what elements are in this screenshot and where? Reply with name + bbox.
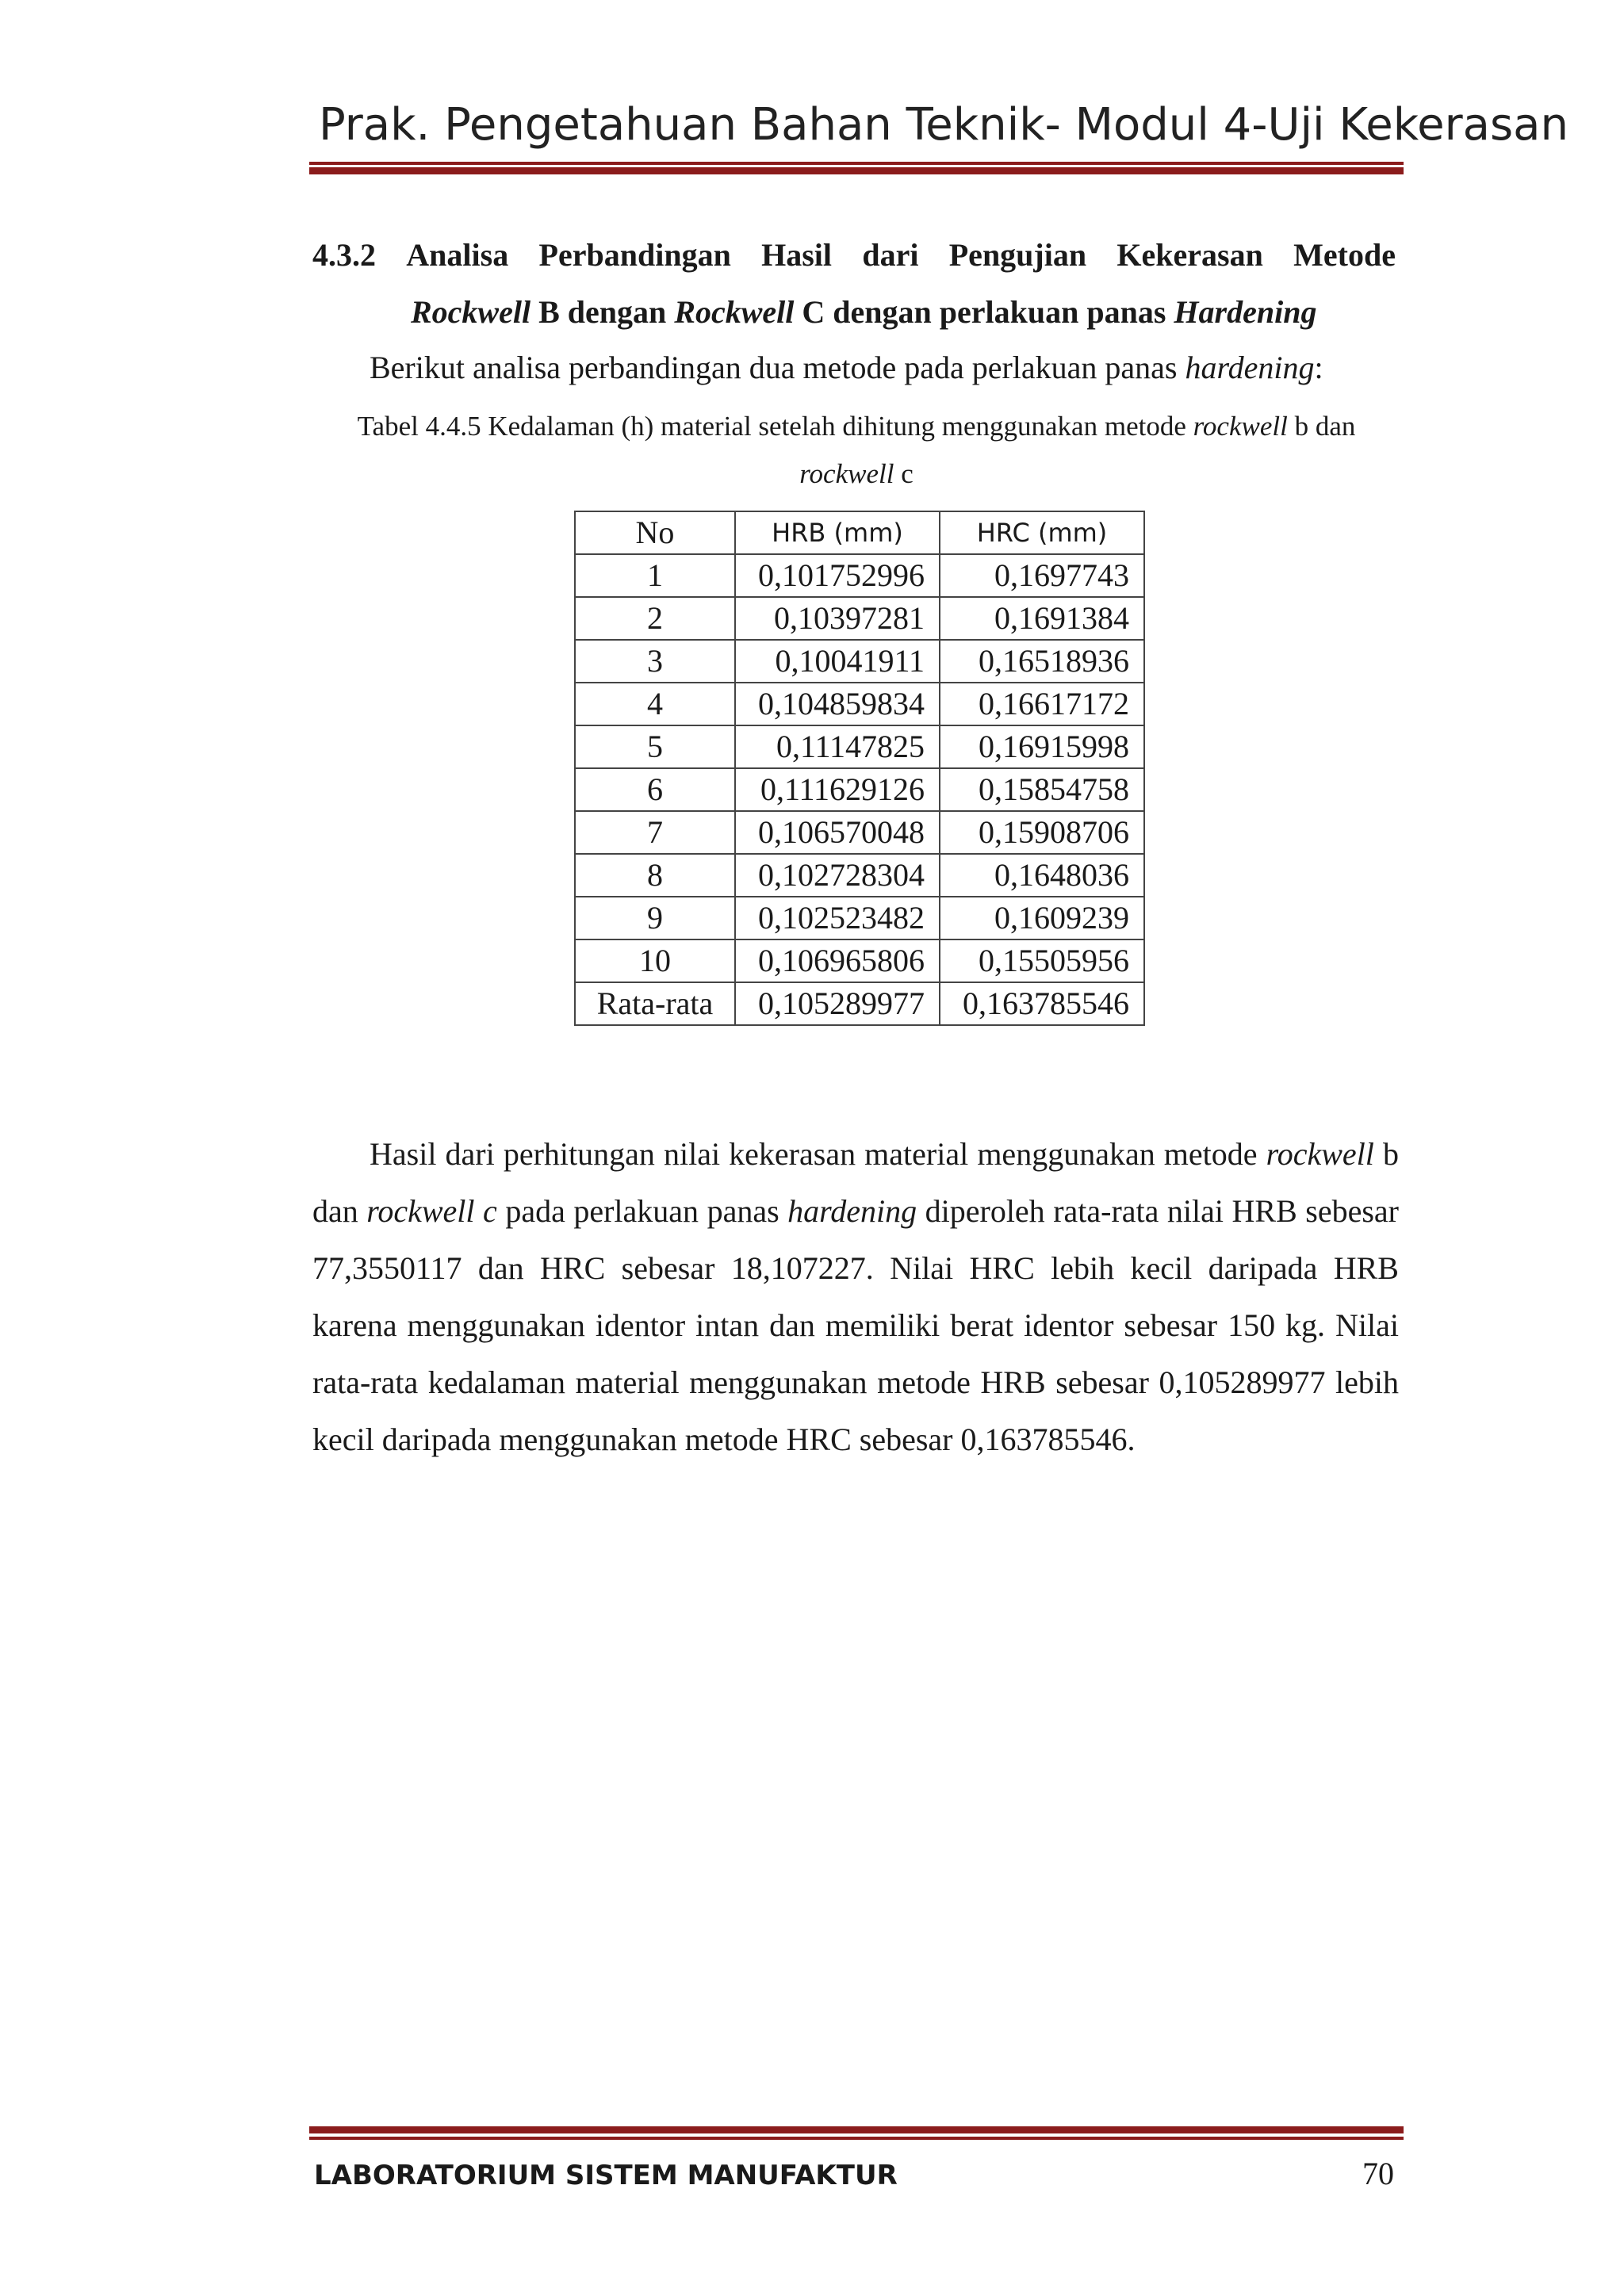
caption-text: b dan (1287, 411, 1356, 442)
intro-italic: hardening (1185, 350, 1315, 385)
cell-hrc: 0,16518936 (940, 640, 1144, 683)
table-caption-line2 (309, 450, 1404, 498)
section-heading-line2 (312, 284, 1396, 341)
cell-hrb: 0,10041911 (735, 640, 940, 683)
intro-text: Berikut analisa perbandingan dua metode pada perlakuan panas (370, 350, 1185, 385)
cell-hrb: 0,101752996 (735, 554, 940, 597)
section-heading-line1 (312, 227, 1396, 284)
cell-no: 5 (575, 725, 735, 768)
page-number: 70 (1362, 2156, 1394, 2191)
heading-word: Perbandingan (538, 237, 731, 273)
heading-word: Analisa (406, 237, 509, 273)
cell-no: Rata-rata (575, 982, 735, 1025)
footer-rule-thin (309, 2137, 1404, 2140)
table-row (575, 597, 1144, 640)
cell-hrc: 0,15908706 (940, 811, 1144, 854)
cell-hrc: 0,1648036 (940, 854, 1144, 897)
caption-italic: rockwell (1193, 411, 1288, 442)
intro-suffix: : (1314, 350, 1323, 385)
heading-italic-rockwell: Rockwell (674, 294, 795, 330)
cell-no: 1 (575, 554, 735, 597)
header-rule-thin (309, 162, 1404, 165)
paragraph-text: b dan (312, 1136, 1399, 1229)
cell-no: 9 (575, 897, 735, 939)
page-header-title: Prak. Pengetahuan Bahan Teknik- Modul 4-Uji Kekerasan (319, 99, 1568, 151)
heading-word: dari (862, 237, 919, 273)
cell-hrc: 0,16915998 (940, 725, 1144, 768)
column-header-no: No (575, 511, 735, 554)
cell-hrb: 0,102523482 (735, 897, 940, 939)
cell-hrb: 0,10397281 (735, 597, 940, 640)
paragraph-text: Hasil dari perhitungan nilai kekerasan material menggunakan metode (370, 1136, 1266, 1172)
header-rule-thick (309, 167, 1404, 174)
cell-hrb: 0,11147825 (735, 725, 940, 768)
table-row (575, 768, 1144, 811)
cell-hrc: 0,1609239 (940, 897, 1144, 939)
cell-hrb: 0,105289977 (735, 982, 940, 1025)
heading-word: Pengujian (948, 237, 1087, 273)
table-row (575, 897, 1144, 939)
cell-hrc: 0,15854758 (940, 768, 1144, 811)
cell-hrb: 0,106570048 (735, 811, 940, 854)
caption-italic: rockwell (799, 458, 894, 489)
cell-hrb: 0,102728304 (735, 854, 940, 897)
section-number: 4.3.2 (312, 237, 376, 273)
cell-hrb: 0,106965806 (735, 939, 940, 982)
cell-no: 4 (575, 683, 735, 725)
footer-rule-thick (309, 2126, 1404, 2133)
table-row (575, 939, 1144, 982)
heading-italic-hardening: Hardening (1174, 294, 1317, 330)
paragraph-italic: rockwell c (366, 1193, 497, 1229)
cell-no: 10 (575, 939, 735, 982)
analysis-paragraph (312, 1126, 1399, 1468)
cell-hrc: 0,163785546 (940, 982, 1144, 1025)
table-caption (309, 403, 1404, 498)
cell-no: 6 (575, 768, 735, 811)
heading-word: Kekerasan (1116, 237, 1263, 273)
paragraph-text: pada perlakuan panas (496, 1193, 788, 1229)
heading-italic-rockwell: Rockwell (411, 294, 531, 330)
cell-hrb: 0,104859834 (735, 683, 940, 725)
paragraph-text: diperoleh rata-rata nilai HRB sebesar 77,3550117 dan HRC sebesar 18,107227. Nilai HRC lebih kecil daripada HRB karena menggunakan identor intan dan memiliki berat identor sebesar 150 kg. Nilai rata-rata kedalaman material menggunakan metode HRB sebesar 0,105289977 lebih kecil daripada menggunakan metode HRC sebesar 0,163785546. (312, 1193, 1399, 1457)
cell-hrc: 0,1691384 (940, 597, 1144, 640)
cell-no: 2 (575, 597, 735, 640)
table-row (575, 811, 1144, 854)
footer-lab-name: LABORATORIUM SISTEM MANUFAKTUR (314, 2160, 898, 2191)
cell-hrc: 0,16617172 (940, 683, 1144, 725)
heading-text: C dengan perlakuan panas (794, 294, 1174, 330)
column-header-hrc: HRC (mm) (940, 511, 1144, 554)
intro-sentence (370, 344, 1400, 392)
table-row-average (575, 982, 1144, 1025)
depth-table (574, 511, 1145, 1026)
paragraph-italic: hardening (787, 1193, 917, 1229)
cell-hrc: 0,1697743 (940, 554, 1144, 597)
column-header-hrb: HRB (mm) (735, 511, 940, 554)
cell-no: 7 (575, 811, 735, 854)
cell-hrc: 0,15505956 (940, 939, 1144, 982)
table-header-row (575, 511, 1144, 554)
cell-no: 8 (575, 854, 735, 897)
paragraph-italic: rockwell (1266, 1136, 1374, 1172)
table-row (575, 683, 1144, 725)
heading-text: B dengan (530, 294, 675, 330)
table-row (575, 725, 1144, 768)
heading-word: Hasil (761, 237, 833, 273)
table-caption-line1 (309, 403, 1404, 450)
table-row (575, 640, 1144, 683)
cell-no: 3 (575, 640, 735, 683)
table-row (575, 854, 1144, 897)
heading-word: Metode (1293, 237, 1396, 273)
section-heading (312, 227, 1396, 341)
caption-text: Tabel 4.4.5 Kedalaman (h) material setelah dihitung menggunakan metode (357, 411, 1193, 442)
cell-hrb: 0,111629126 (735, 768, 940, 811)
caption-text: c (894, 458, 914, 489)
table-row (575, 554, 1144, 597)
